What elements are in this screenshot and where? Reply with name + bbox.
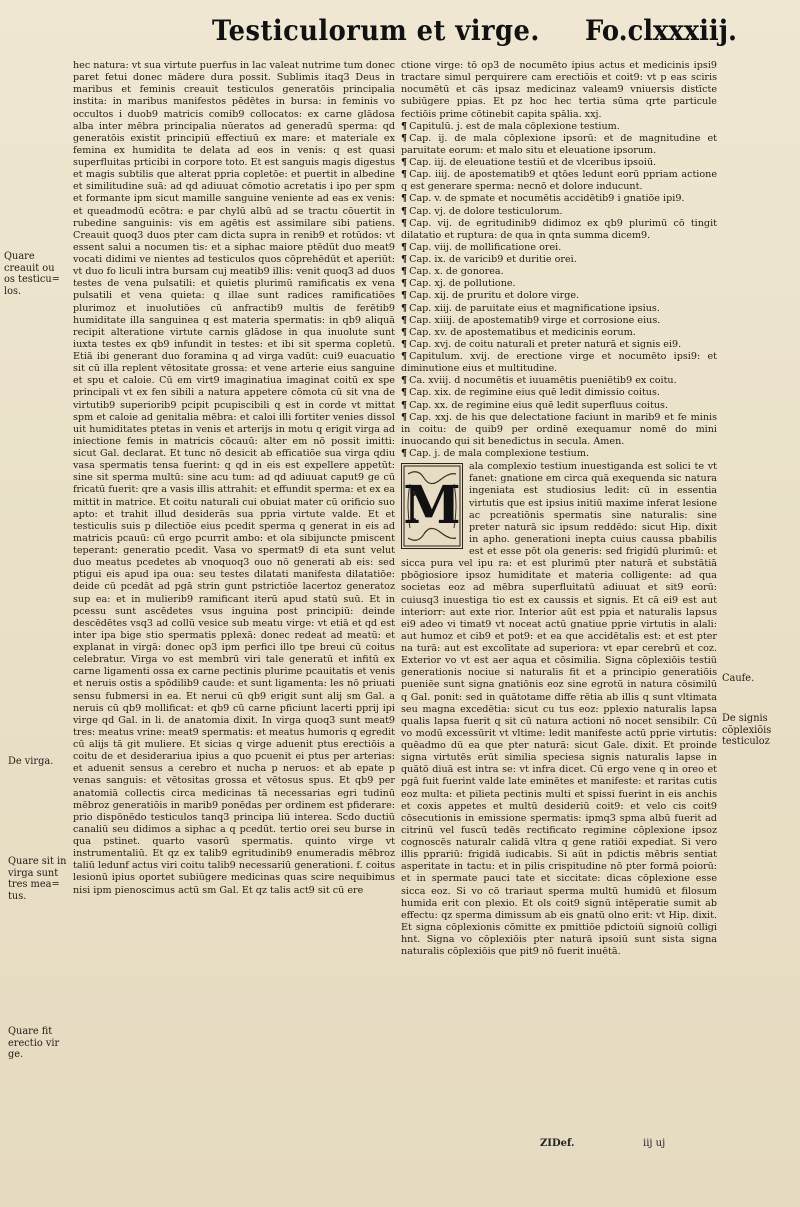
paragraph-mark-icon: ¶	[401, 448, 408, 459]
paragraph-mark-icon: ¶	[401, 314, 408, 326]
chapter-list-item: ¶ Cap. vj. de dolore testiculorum.	[401, 205, 563, 217]
left-text-column	[73, 60, 395, 1140]
chapter-list-item: ¶ Cap. xix. de regimine eius quē ledit dimissio coitus.	[401, 387, 660, 399]
right-text-column	[401, 60, 717, 1140]
chapter-list-item: ¶ Capitulū. j. est de mala cōplexione testium.	[401, 120, 620, 132]
paragraph-mark-icon: ¶	[401, 169, 408, 181]
chapter-list-item: ¶ Cap. xiiij. de apostematib9 virge et corrosione eius.	[401, 314, 661, 326]
right-intro-text: ctione virge: tō op3 de nocumēto ipius actus et medicinis ipsi9 tractare simul perquirere cam erectiōis et coit9: vt p eas sciris nocumētū et cās ipsaz medicinaz valeam9 vniuersis distīcte subiūgere ppias. Et pz hoc hec tertia sūma qrte particule fectiōis prime cōtinebit capita spālia. xxj.	[401, 60, 717, 120]
catchword: iij uj	[643, 1138, 666, 1149]
paragraph-mark-icon: ¶	[401, 290, 408, 302]
paragraph-mark-icon: ¶	[401, 132, 408, 144]
chapter-heading: ¶ Cap. j. de mala complexione testium.	[401, 448, 590, 459]
initial-letter: M	[403, 475, 461, 537]
paragraph-mark-icon: ¶	[401, 254, 408, 265]
paragraph-mark-icon: ¶	[401, 205, 408, 217]
paragraph-mark-icon: ¶	[401, 375, 408, 387]
margin-note: Quare sit in virga sunt tres mea= tus.	[8, 856, 67, 902]
margin-note: Quare creauit ou os testicu= los.	[4, 251, 60, 297]
chapter-list-item: ¶ Cap. xvj. de coitu naturali et preter naturā et signis ei9.	[401, 338, 682, 350]
chapter-list-item: ¶ Cap. xx. de regimine eius quē ledit superfluus coitus.	[401, 399, 669, 411]
running-title: Testiculorum et virge.	[212, 14, 540, 47]
folio-number: Fo.clxxxiij.	[585, 14, 737, 47]
paragraph-mark-icon: ¶	[401, 399, 408, 411]
margin-note: De signis cõplexiõis testiculoz	[722, 713, 772, 747]
chapter-list-item: ¶ Cap. iiij. de apostematib9 et qtōes ledunt eorū ppriam actione q est generare sperma: necnō et dolore inducunt.	[401, 169, 717, 193]
paragraph-mark-icon: ¶	[401, 351, 408, 362]
running-header	[0, 0, 800, 58]
chapter-list-item: ¶ Cap. vij. de egritudinib9 didimoz ex qb9 plurimū cō tingit dilatatio et ruptura: de qua in qnta summa dicem9.	[401, 217, 717, 241]
chapter-list-item: ¶ Cap. x. de gonorea.	[401, 266, 504, 278]
paragraph-mark-icon: ¶	[401, 157, 408, 168]
chapter-list-item: ¶ Capitulum. xvij. de erectione virge et nocumēto ipsi9: et diminutione eius et multitudine.	[401, 351, 717, 375]
chapter-list	[401, 121, 717, 448]
paragraph-mark-icon: ¶	[401, 217, 408, 229]
chapter-list-item: ¶ Cap. xiij. de paruitate eius et magnificatione ipsius.	[401, 302, 660, 314]
signature-mark: ZIDef.	[540, 1138, 575, 1149]
paragraph-mark-icon: ¶	[401, 278, 408, 290]
decorated-initial	[401, 463, 463, 549]
chapter-list-item: ¶ Cap. ij. de mala cōplexione ipsorū: et de magnitudine et paruitate eorum: et malo situ et eleuatione ipsorum.	[401, 132, 717, 156]
chapter-list-item: ¶ Ca. xviij. d nocumētis et iuuamētis pueniētib9 ex coitu.	[401, 375, 677, 387]
chapter-list-item: ¶ Cap. viij. de mollificatione orei.	[401, 241, 562, 253]
chapter-list-item: ¶ Cap. iij. de eleuatione testiū et de vlceribus ipsoiū.	[401, 157, 657, 168]
paragraph-mark-icon: ¶	[401, 120, 408, 132]
paragraph-mark-icon: ¶	[401, 411, 408, 423]
margin-note: De virga.	[8, 756, 54, 767]
paragraph-mark-icon: ¶	[401, 193, 408, 205]
left-column-text: hec natura: vt sua virtute puerfus in lac valeat nutrime tum donec paret fetui donec mādere dura possit. Sublimis itaq3 Deus in maribus et feminis creauit testiculos generatōis principalia instita: in maribus manifestos pēdētes in bursa: in feminis vo occultos i duob9 matricis comib9 collocatos: ex carne glādosa alba inter mēbra principalia nūeratos ad generadū sperma: qd generatōis existit principiū effectiuū ex mare: et materiale ex femina ex humidita te delata ad eos in venis: q est quasi superfluitas prticibi in corpore toto. Et est sanguis magis digestus et magis subtilis que alterat ppria copletōe: et puertit in albedine et similitudine suā: ad qd adiuuat cōmotio acretatis i ipo per spm et formante ipm sicut mamille sanguine veniente ad eas ex venis: et queadmodū ecōtra: e par chylū albū ad se tractu cōuertit in rubedine sanguinis: vis em agētis est assimilare sibi patiens. Creauit quoq3 duos pter cam dicta supra in renib9 et rotūdos: vt essent salui a nocumen tis: et a siphac maiore ptēdūt duo meat9 vocati didimi ve nientes ad testiculos quos cōprehēdūt et aperiūt: vt duo fo liculi intra bursam cuj meatib9 illis: venit quoq3 ad duos testes de vena pulsatili: et quietis plurimū ramificatis ex vena pulsatili et vena quieta: q illae sunt radices ramificatiōes plurimoz et inuolutiōes cū anfractib9 multis de ferētib9 humiditate illa sanguinea q est materia spermatis: in qb9 aliquā recipit alteratione virtute carnis glādose in qua inuolute sunt iuxta testes ex qb9 infundit in testes: et ibi sit sperma copletū. Etiā ibi generant duo foramina q ad virga vadūt: cui9 euacuatio sit cū illa replent vētositate grossa: et vene arterie eius sanguine et spu et caloie. Cū em virt9 imaginatiua imaginat coitū ex spe principali vt ex fen sibili a natura appetere cōmota cū sit vna de virtutib9 superiorib9 pcipit pcupiscibili q est in corde vt mittat spm et caloie ad genitalia mēbra: et caloi illi fortiter venies dissol uit humiditates ptetas in venis et arterijs in motu q erigit virga ad iniectione femis in matricis cōcauū: alter em nō possit imitti: sicut Gal. declarat. Et tunc nō desicit ab efficatiōe sua virga qdiu vasa spermatis tensa fuerint: q qd in eis est expellere appetūt: sine sit sperma multū: sine acu tum: ad qd adiuuat caput9 ge cū fricatū fuerit: qre a vasis illis attrahit: et effundit sperma: et ex ea mittit in matrice. Et coitu naturali cui obuiat mater cū orificio suo apto: et trahit illud desiderās sua ppria virtute valde. Et et testiculis suis p dilectiōe eius pcedit sperma q generat in eis ad matricis pcauū: cū ergo pcurrit ambo: et ola sibijuncte pmiscent teperant: generatio pcedit. Vasa vo spermat9 di eta sunt velut duo meatus pcedetes ab vnoquoq3 ouo nō generati ab eis: sed ptigui eis apud ipa oua: seu testes dilatati manifesta dilatatiōe: deide cū pcedāt ad pgā strin gunt pstrictiōe lacertoz generatoz sup ea: et in mulierib9 ramificant iterū apud statū suū. Et in pcessu sunt ascēdetes vsus inguina post principiū: deinde descēdētes vsq3 ad collū vesice sub meatu virge: vt etiā et qd est inter ipa bige stio spermatis pplexā: donec redeat ad meatū: et explanat in virgā: donec op3 ipm perfici illo tpe breui cū coitus celebratur. Virga vo est membrū viri tale generatū et infitū ex carne ligamenti ossa ex carne pectinis plurime pcauitatis et venis et neruis ostis a spōdilib9 caude: et sunt ligamenta: les nō priuati sensu fubmersi in ea. Et nerui cū qb9 erigit sunt alij sm Gal. a neruis cū qb9 mollificat: et qb9 cū carne pficiunt lacerti pprij ipi virge qd Gal. in li. de anatomia dixit. In virga quoq3 sunt meat9 tres: meatus vrine: meat9 spermatis: et meatus humoris q egredit cū alijs tā git muliere. Et sicias q virge aduenit ptus erectiōis a coitu de et desiderariua ipius a quo pcuenit ei ptus per arterias: et aduenit sensus a cerebro et nucha p neruos: et ab epate p venas sanguis: et vētositas grossa et vētosus spus. Et qb9 per anatomiā collectis circa medicinas tā necessarias egri tudinū mēbroz generatiōis in marib9 ponēdas per ordinem est pfiderare: prio dispōnēdo testiculos tanq3 principa liū interea. Scdo ductiū canaliū seu didimos a siphac a q pcedūt. tertio orei seu burse in qua pstinet. quarto vasorū spermatis. quinto virge vt instrumentaliū. Et qz ex talib9 egritudinib9 enumeradis mēbroz taliū ledunf actus viri coitu talib9 necessariū generationi. f. coitus lesionū ipius oportet subiūgere medicinas quas scire nequibimus nisi ipm pienoscimus actū sm Gal. Et qz talis act9 sit cū ere	[73, 60, 395, 896]
margin-note: Quare fit erectio vir ge.	[8, 1026, 60, 1060]
chapter-one-body	[401, 461, 717, 958]
paragraph-mark-icon: ¶	[401, 241, 408, 253]
chapter-list-item: ¶ Cap. ix. de varicib9 et duritie orei.	[401, 254, 577, 265]
paragraph-mark-icon: ¶	[401, 338, 408, 350]
margin-note: Caufe.	[722, 673, 755, 684]
chapter-one-text: ala complexio testium inuestiganda est solici te vt fanet: gnatione em circa quā exequenda sic natura ingeniata est studiosius ledit: cū in essentia virtutis que est ipsius initiū maxime inferat lesione ac pcreatiōnis spermatis sine naturalis: sine preter naturā sic ipsum reddēdo: sicut Hip. dixit in apho. generationi inepta cuius caussa pbabilis est et esse pōt ola generis: sed frigidū plurimū: et sicca pura vel ipu ra: et est plurimū pter naturā et substātiā pbōgiosiore ipsoz humiditate et materia colligente: ad qua societas eoz ad mēbra superfluitatū adiuuat et sit9 eorū: cuiusq3 inuestiga tio est ex caussis et signis. Et cā ei9 est aut interiorr: aut exte rior. Interior aūt est ppia et naturalis lapsus ei9 adeo vi timat9 vt noceat actū gnatiue pprie virtutis in alali: aut humoz et cib9 et pot9: et ea que accidētalis est: et est pter na turā: aut est excolītate ad superiora: vt epar cerebrū et coz. Exterior vo vt est aer aqua et cōsimilia. Signa cōplexiōis testiū generationis nociue si naturalis fit et a principio generatiōis pueniēe sunt signa gnatiōnis eoz sine egrotū in natura cōsimilū q Gal. ponit: sed in quātotame diffe rētia ab illis q sunt vltimata seu magna excedētia: sicut cu tus eoz: pplexio naturalis lapsa qualis lapsa fuerit q sit cū natura actioni nō nocet sensibilr. Cū vo modū excessūrit vt vltime: ledit manifeste actū pprie virtutis: quēadmo dū ea que pter naturā: sicut Gale. dixit. Et proinde signa virtutēs erūt similia speciesa signis naturalis lapse in quātō diuā est intra se: vt infra dicet. Cū ergo vene q in oreo et pgā fuit fuerint valde late eminētes et manifeste: et raritas cutis eoz multa: et pilieta pectinis multi et spissi fuerint in eis anchis et coxis appetes et multū desideriū coit9: et velo cis coit9 cōsecutionis in emissione spermatis: ipmq3 spma albū fuerit ad citrinū vel fuscū tedēs rectificato regimine cōplexione ipsoz cognoscēs naturalr calidā vltra q gene ratiōi expediat. Si vero illis pprariū: frigidā iudicabis. Si aūt in pdictis mēbris sentiat asperitate in tactu: et in pilis crispitudine nō pter formā poiorū: et in spermate pauci tate et siccitate: dicas cōplexione esse sicca eoz. Si vo cō trariaut sperma multū humidū et filosum humida erit con plexio. Et ols coit9 signū intēperatie sumit ab effectu: qz sperma dimissum ab eis gnatū olno erit: vt Hip. dixit. Et signa cōplexionis cōmitte ex pmittiōe pdictoiū signoiū colligi hnt. Signa vo cōplexiōis pter naturā ipsoiū sunt sista signa naturalis cōplexiōis que pit9 nō fuerit inuētā.	[401, 461, 717, 958]
paragraph-mark-icon: ¶	[401, 302, 408, 314]
paragraph-mark-icon: ¶	[401, 326, 408, 338]
chapter-list-item: ¶ Cap. xxj. de his que delectatione faciunt in marib9 et fe minis in coitu: de quib9 per ordinē exequamur nomē do mini inuocando qui sit benedictus in secula. Amen.	[401, 411, 717, 447]
paragraph-mark-icon: ¶	[401, 266, 408, 278]
chapter-list-item: ¶ Cap. xij. de pruritu et dolore virge.	[401, 290, 580, 302]
chapter-list-item: ¶ Cap. v. de spmate et nocumētis accidētib9 i gnatiōe ipi9.	[401, 193, 685, 205]
paragraph-mark-icon: ¶	[401, 387, 408, 399]
chapter-list-item: ¶ Cap. xv. de apostematibus et medicinis eorum.	[401, 326, 636, 338]
chapter-list-item: ¶ Cap. xj. de pollutione.	[401, 278, 516, 290]
